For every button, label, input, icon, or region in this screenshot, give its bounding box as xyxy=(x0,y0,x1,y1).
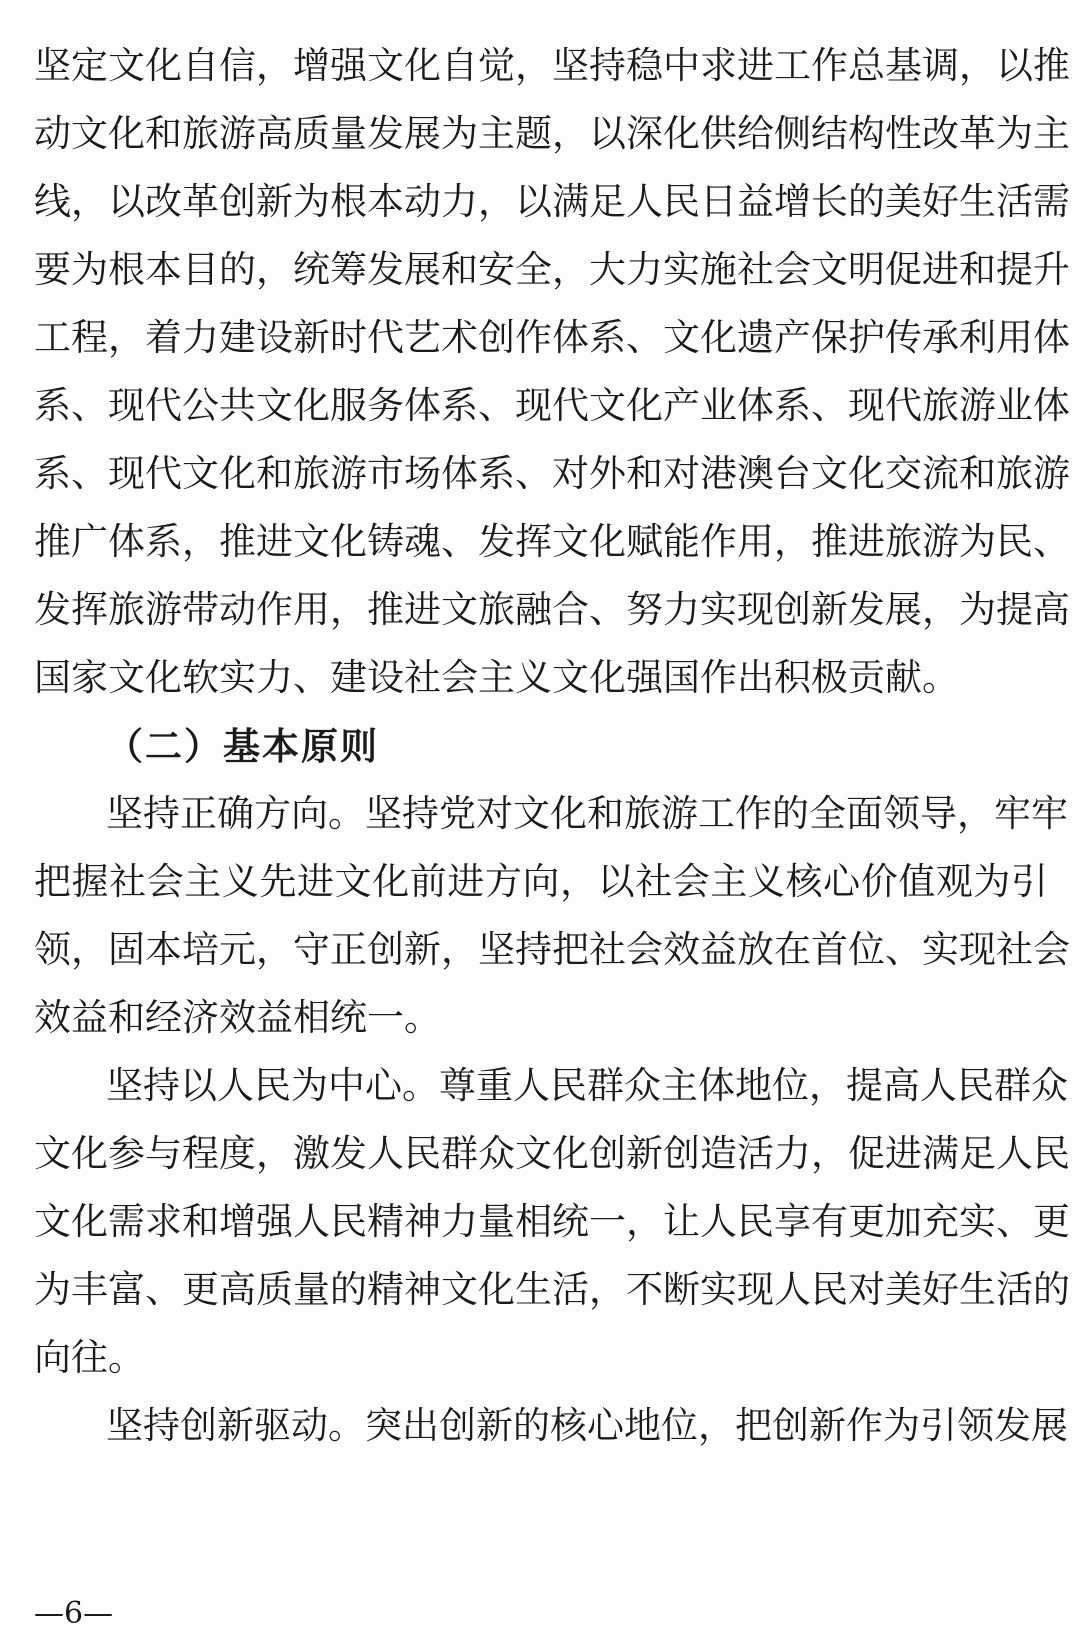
text-line: 国家文化软实力、建设社会主义文化强国作出积极贡献。 xyxy=(34,656,959,699)
text-line: 把握社会主义先进文化前进方向，以社会主义核心价值观为引 xyxy=(34,860,1048,903)
text-line: 工程，着力建设新时代艺术创作体系、文化遗产保护传承利用体 xyxy=(34,316,1070,359)
text-line: 领，固本培元，守正创新，坚持把社会效益放在首位、实现社会 xyxy=(34,928,1070,971)
text-line: 向往。 xyxy=(34,1336,145,1379)
text-line: 坚定文化自信，增强文化自觉，坚持稳中求进工作总基调，以推 xyxy=(34,44,1070,87)
text-line: 效益和经济效益相统一。 xyxy=(34,996,441,1039)
section-heading: （二）基本原则 xyxy=(106,724,379,768)
text-line: 推广体系，推进文化铸魂、发挥文化赋能作用，推进旅游为民、 xyxy=(34,520,1070,563)
text-line: 文化参与程度，激发人民群众文化创新创造活力，促进满足人民 xyxy=(34,1132,1070,1175)
text-line: 系、现代公共文化服务体系、现代文化产业体系、现代旅游业体 xyxy=(34,384,1070,427)
text-line: 动文化和旅游高质量发展为主题，以深化供给侧结构性改革为主 xyxy=(34,112,1070,155)
text-line: 线，以改革创新为根本动力，以满足人民日益增长的美好生活需 xyxy=(34,180,1070,223)
text-line: 文化需求和增强人民精神力量相统一，让人民享有更加充实、更 xyxy=(34,1200,1070,1243)
text-line: 为丰富、更高质量的精神文化生活，不断实现人民对美好生活的 xyxy=(34,1268,1070,1311)
text-line: 坚持正确方向。坚持党对文化和旅游工作的全面领导，牢牢 xyxy=(106,792,1068,835)
text-line: 坚持创新驱动。突出创新的核心地位，把创新作为引领发展 xyxy=(106,1404,1068,1447)
text-line: 要为根本目的，统筹发展和安全，大力实施社会文明促进和提升 xyxy=(34,248,1070,291)
text-line: 坚持以人民为中心。尊重人民群众主体地位，提高人民群众 xyxy=(106,1064,1068,1107)
text-line: 发挥旅游带动作用，推进文旅融合、努力实现创新发展，为提高 xyxy=(34,588,1070,631)
page-number: —6— xyxy=(34,1596,114,1631)
text-line: 系、现代文化和旅游市场体系、对外和对港澳台文化交流和旅游 xyxy=(34,452,1070,495)
